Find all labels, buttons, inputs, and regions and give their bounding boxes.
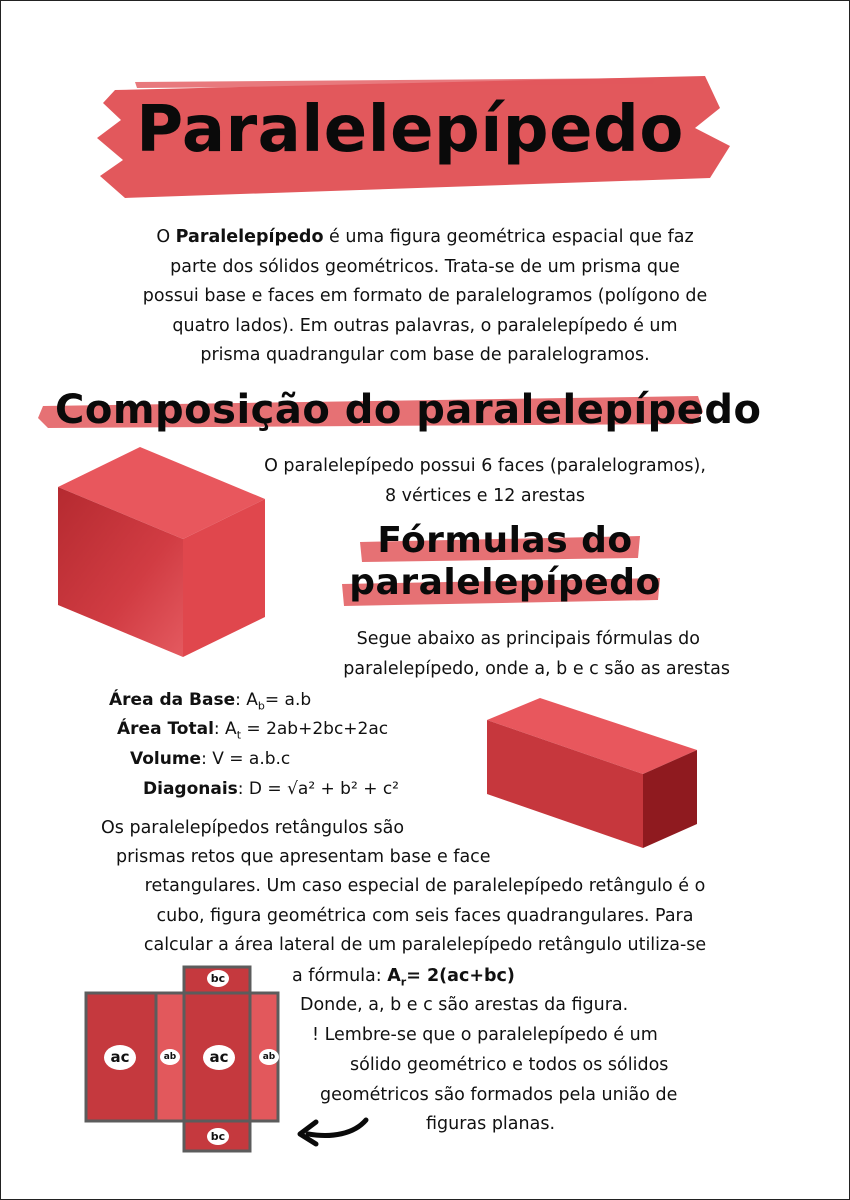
- intro-bold: Paralelepípedo: [175, 227, 324, 247]
- composition-text: [200, 452, 770, 511]
- rectangles-block: [70, 872, 780, 961]
- formula-area-total: Área Total: $A_t = 2ab+2bc+2ac$: [117, 719, 389, 742]
- notes-line-1: Donde, a, b e c são arestas da figura.: [300, 995, 629, 1015]
- formula-diagonal: Diagonais: D = √a² + b² + c²: [143, 779, 399, 799]
- formulas-intro-line-2: paralelepípedo, onde a, b e c são as arestas: [343, 658, 730, 679]
- intro-line-3: possui base e faces em formato de paralelogramos (polígono de: [142, 286, 708, 306]
- rectangles-line-3: retangulares. Um caso especial de paralelepípedo retângulo é o: [144, 876, 706, 896]
- intro-line-4: quatro lados). Em outras palavras, o paralelepípedo é um: [172, 315, 678, 336]
- net-label-side-left: ab: [160, 1049, 180, 1065]
- rectangles-line-6: a fórmula: $A_r= 2(ac+bc)$: [292, 966, 515, 989]
- notes-line-4: geométricos são formados pela união de: [320, 1085, 678, 1105]
- net-label-center: ac: [203, 1045, 235, 1070]
- composition-line-2: 8 vértices e 12 arestas: [384, 485, 586, 506]
- composition-heading: Composição do paralelepípedo: [55, 387, 762, 433]
- arrow-icon: [294, 1110, 374, 1150]
- intro-paragraph: [60, 223, 790, 371]
- rectangles-line-1: Os paralelepípedos retângulos são: [101, 818, 405, 838]
- notes-line-5: figuras planas.: [426, 1114, 556, 1134]
- net-label-side-right: ab: [259, 1049, 279, 1065]
- formulas-intro-line-1: Segue abaixo as principais fórmulas do: [356, 629, 700, 649]
- formulas-intro: [230, 625, 730, 684]
- intro-line-2: parte dos sólidos geométricos. Trata-se de um prisma que: [170, 256, 680, 277]
- intro-line-1: O Paralelepípedo é uma figura geométrica espacial que faz: [156, 227, 694, 247]
- net-label-left: ac: [104, 1045, 136, 1070]
- net-label-top: bc: [207, 970, 229, 987]
- rectangles-line-2: prismas retos que apresentam base e face: [116, 847, 491, 867]
- notes-line-3: sólido geométrico e todos os sólidos: [350, 1055, 669, 1075]
- rectangles-line-5: calcular a área lateral de um paralelepípedo retângulo utiliza-se: [143, 935, 707, 955]
- box-3d-icon: [485, 698, 700, 850]
- composition-line-1: O paralelepípedo possui 6 faces (paralelogramos),: [264, 456, 706, 476]
- intro-line-5: prisma quadrangular com base de paralelogramos.: [200, 345, 650, 365]
- formulas-heading-line-2: paralelepípedo: [349, 562, 661, 603]
- page-title: Paralelepípedo: [136, 93, 684, 167]
- formula-volume: Volume: V = a.b.c: [130, 749, 291, 769]
- net-label-bottom: bc: [207, 1128, 229, 1145]
- formulas-heading: [340, 520, 670, 604]
- rectangles-line-4: cubo, figura geométrica com seis faces quadrangulares. Para: [156, 905, 694, 926]
- formulas-heading-line-1: Fórmulas do: [377, 520, 633, 561]
- formula-area-base: Área da Base: $A_b= a.b$: [109, 690, 312, 713]
- notes-line-2: ! Lembre-se que o paralelepípedo é um: [312, 1025, 658, 1045]
